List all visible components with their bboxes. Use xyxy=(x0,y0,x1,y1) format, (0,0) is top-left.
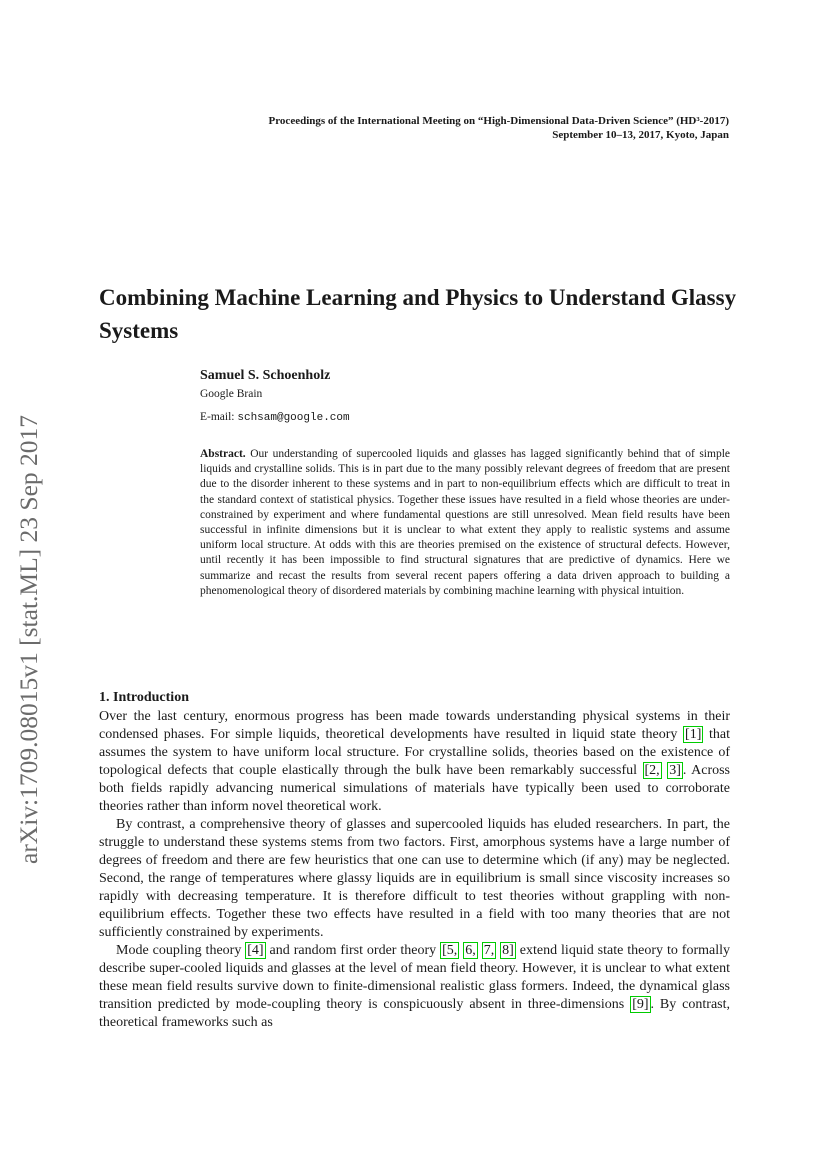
paragraph-1 xyxy=(99,708,730,816)
section-heading: 1. Introduction xyxy=(99,690,189,705)
paragraph-text: . By contrast, theoretical frameworks such as xyxy=(99,997,731,1030)
abstract-text: Our understanding of supercooled liquids and glasses has lagged significantly behind that of simple liquids and crystalline solids. This is in part due to the many possibly relevant degrees of freedom that are present due to the disorder inherent to these systems and in part to non-equilibrium effects which are difficult to treat in the standard context of statistical physics. Together these issues have resulted in a field whose theories are under-constrained by experiment and where fundamental questions are still unresolved. Mean field results have been successful in infinite dimensions but it is unclear to what extent they apply to realistic systems and assume uniform local structure. At odds with this are theories premised on the existence of structural defects. However, until recently it has been impossible to find structural signatures that are predictive of dynamics. Here we summarize and recast the results from several recent papers offering a data driven approach to building a phenomenological theory of disordered materials by combining machine learning with physical intuition. xyxy=(200,448,731,597)
citation-link[interactable]: [1] xyxy=(685,727,702,742)
author-affiliation: Google Brain xyxy=(200,388,263,400)
citation-link[interactable]: 3] xyxy=(669,763,681,778)
email-label: E-mail: xyxy=(200,411,235,423)
citation-link[interactable]: [9] xyxy=(632,997,649,1012)
citation-link[interactable]: [5, xyxy=(442,943,458,958)
paragraph-text: that assumes the system to have uniform local structure. For crystalline solids, theories based on the existence of topological defects that couple elastically through the bulk have been remarkably successful xyxy=(99,727,730,778)
email-address[interactable]: schsam@google.com xyxy=(237,412,350,424)
conference-date-line: September 10–13, 2017, Kyoto, Japan xyxy=(552,129,729,141)
citation-link[interactable]: 6, xyxy=(465,943,476,958)
paragraph-2: By contrast, a comprehensive theory of glasses and supercooled liquids has eluded researchers. In part, the struggle to understand these systems stems from two factors. First, amorphous systems have a large number of degrees of freedom and there are few heuristics that one can use to determine which (if any) may be neglected. Second, the range of temperatures where glassy liquids are in equilibrium is small since viscosity increases so rapidly with decreasing temperature. It is therefore difficult to test theories without grappling with non-equilibrium effects. Together these two effects have resulted in a field with too many theories that are not sufficiently constrained by experiments. xyxy=(99,817,730,940)
citation-link[interactable]: 8] xyxy=(502,943,514,958)
author-name: Samuel S. Schoenholz xyxy=(200,368,331,383)
arxiv-stamp[interactable]: arXiv:1709.08015v1 [stat.ML] 23 Sep 2017 xyxy=(14,414,43,864)
paragraph-text: and random first order theory xyxy=(265,943,441,958)
citation-link[interactable]: [4] xyxy=(247,943,264,958)
abstract xyxy=(200,447,730,599)
abstract-label: Abstract. xyxy=(200,448,246,460)
paragraph-text: . Across both fields rapidly advancing numerical simulations of materials have typically been used to corroborate theories rather than inform novel theoretical work. xyxy=(99,763,730,814)
paragraph-text: Mode coupling theory xyxy=(116,943,246,958)
paragraph-text: extend liquid state theory to formally describe super-cooled liquids and glasses at the level of mean field theory. However, it is unclear to what extent these mean field results survive down to finite-dimensional realistic glass formers. Indeed, the dynamical glass transition predicted by mode-coupling theory is conspicuously absent in three-dimensions xyxy=(99,943,731,1012)
proceedings-line: Proceedings of the International Meeting on “High-Dimensional Data-Driven Science” (HD³-2017) xyxy=(268,115,729,127)
proceedings-header xyxy=(269,114,729,142)
paragraph-text: Over the last century, enormous progress has been made towards understanding physical systems in their condensed phases. For simple liquids, theoretical developments have resulted in liquid state theory xyxy=(99,709,730,742)
citation-link[interactable]: 7, xyxy=(483,943,495,958)
citation-link[interactable]: [2, xyxy=(644,763,660,778)
paragraph-3 xyxy=(99,942,730,1032)
paper-title: Combining Machine Learning and Physics to Understand Glassy Systems xyxy=(99,285,737,343)
author-email xyxy=(200,411,350,424)
introduction-body xyxy=(99,708,730,1032)
